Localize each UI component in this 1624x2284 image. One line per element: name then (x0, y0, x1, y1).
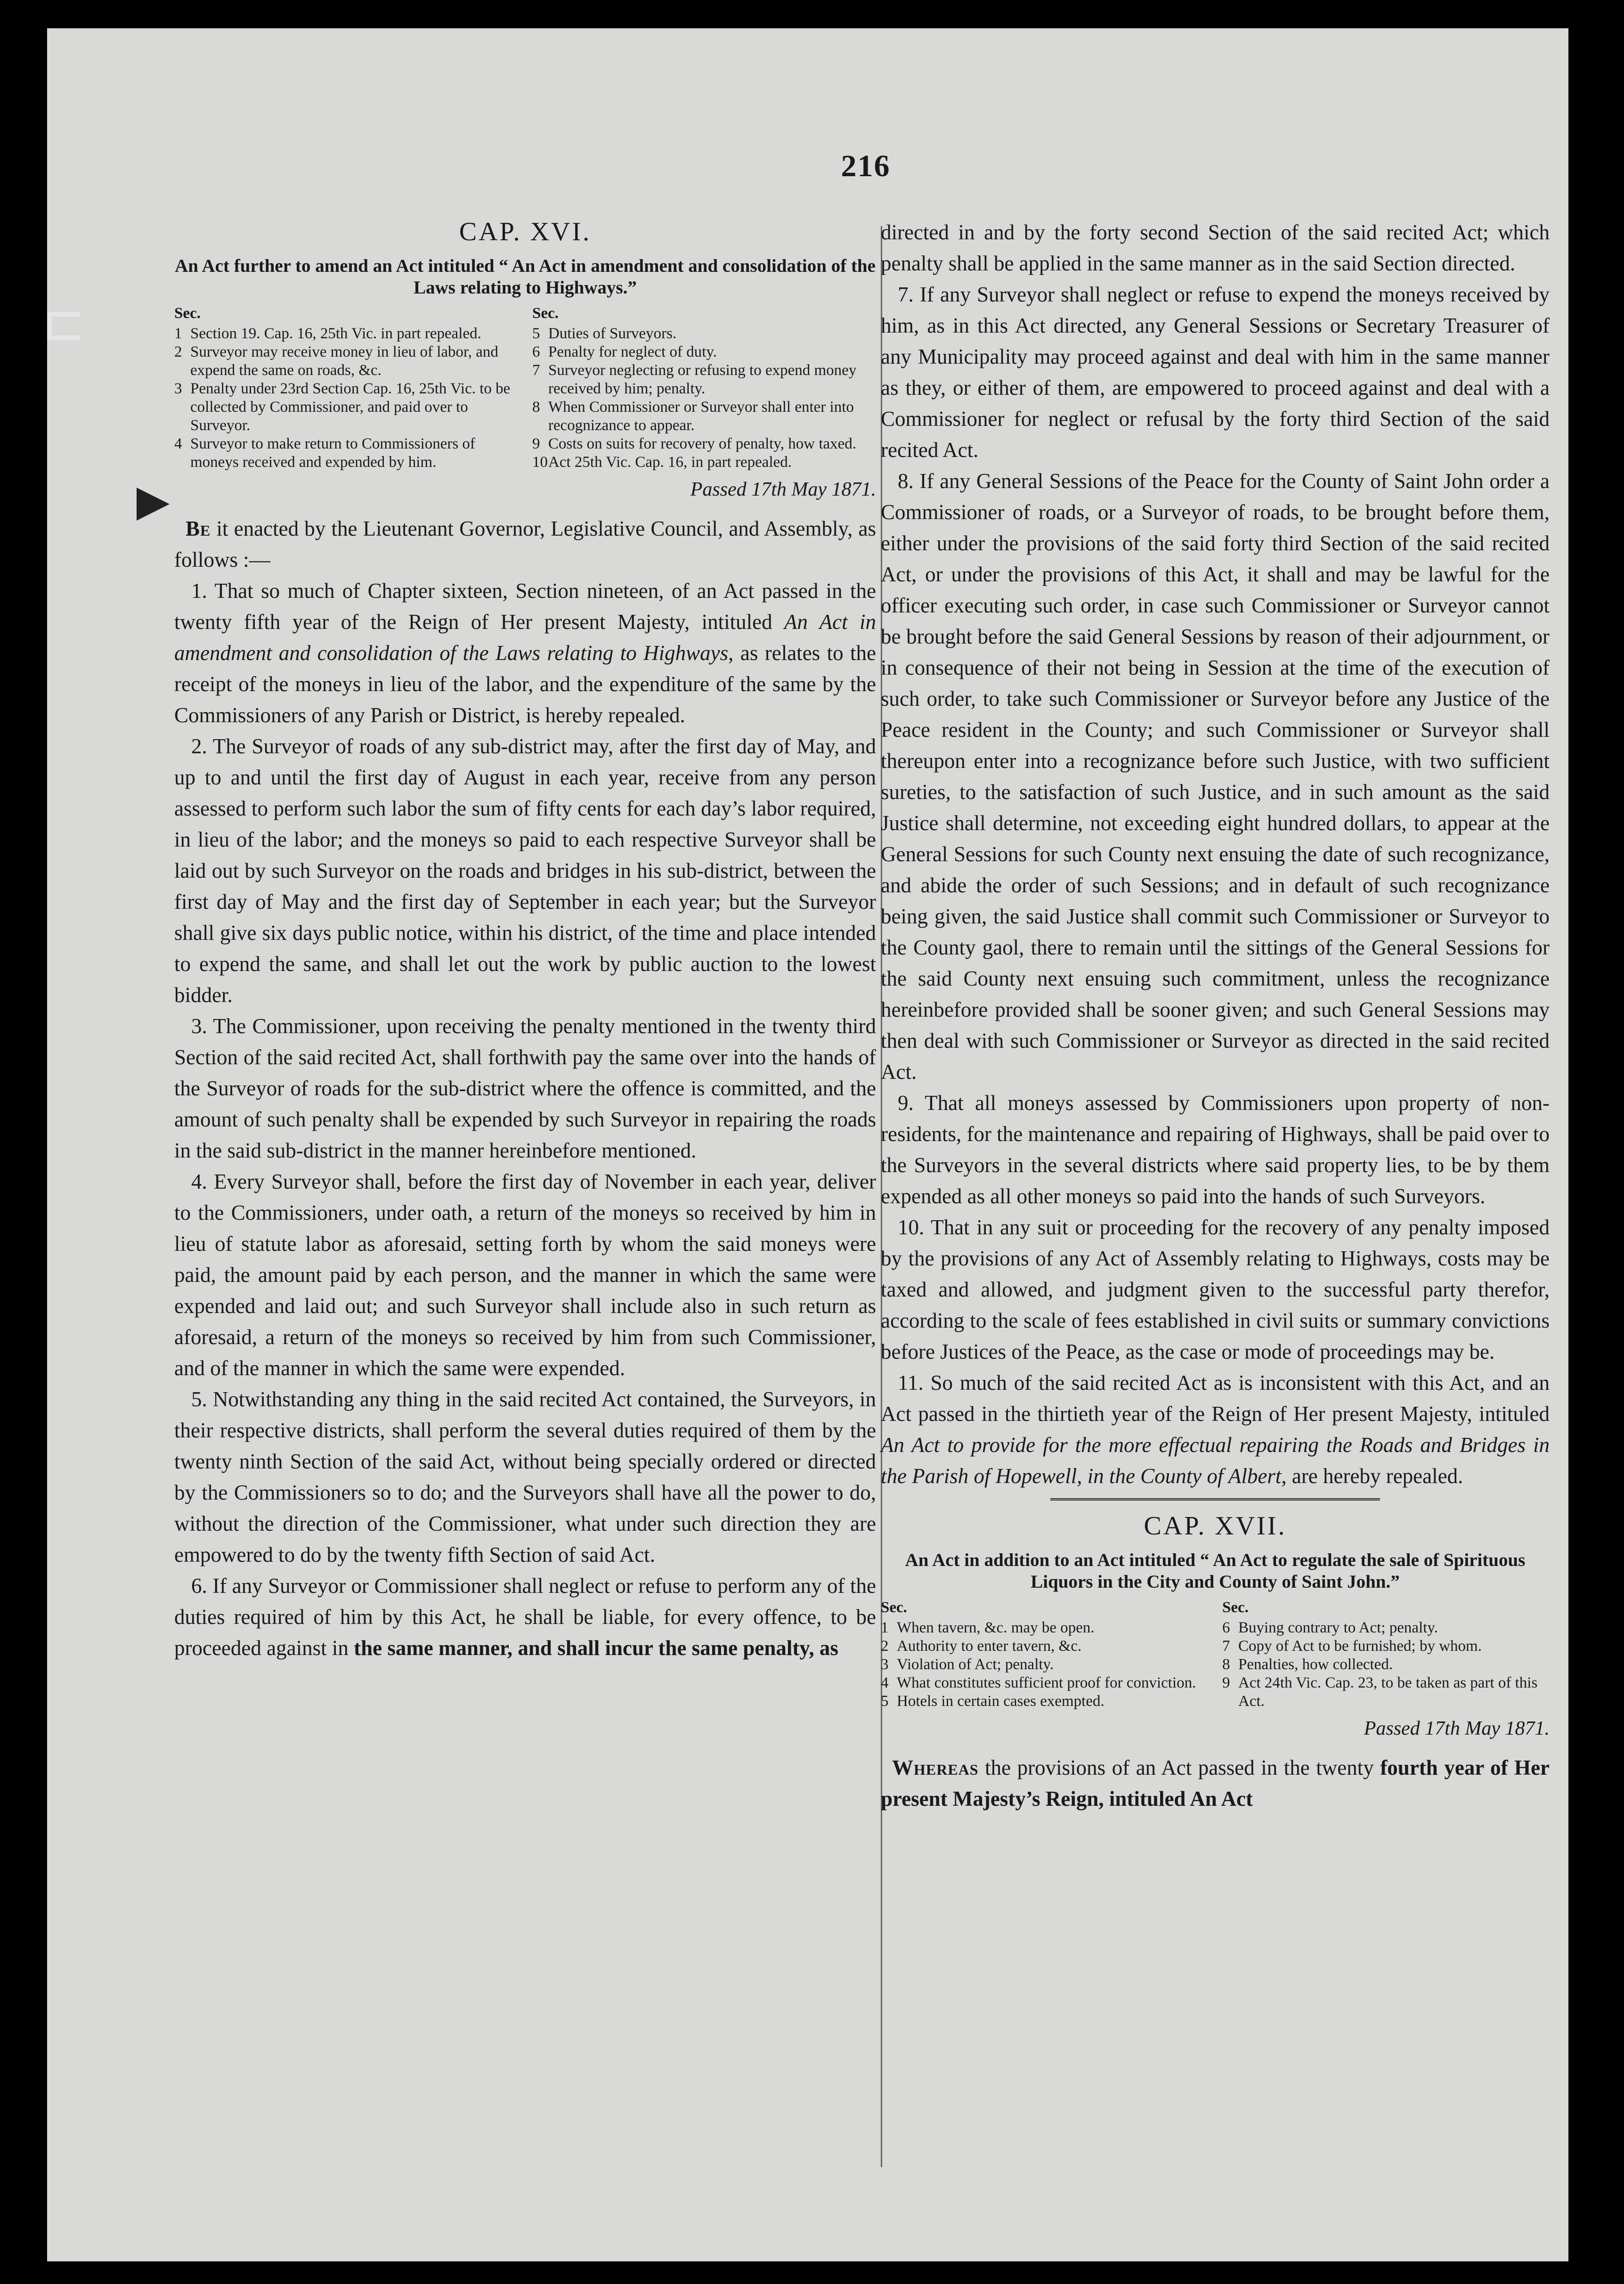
section-1-text-end: , as relates to the receipt of the moneys in lieu of the labor, and the expenditure of the same by the Commissioners of any Parish or District, is hereby repealed. (174, 641, 876, 727)
toc-num: 3 (881, 1656, 889, 1673)
toc-num: 4 (174, 435, 182, 452)
section-11-cited-act: An Act to provide for the more effectual repairing the Roads and Bridges in the Parish of Hopewell, in the County of Albert (881, 1433, 1550, 1488)
section-11-text: 11. So much of the said recited Act as is inconsistent with this Act, and an Act passed in the thirtieth year of the Reign of Her present Majesty, intituled (881, 1371, 1550, 1426)
toc-heading: Sec. (174, 305, 201, 322)
section-1 (174, 575, 876, 731)
toc-item (1222, 1656, 1550, 1674)
toc-item (881, 1692, 1208, 1711)
section-10: 10. That in any suit or proceeding for the recovery of any penalty imposed by the provisions of any Act of Assembly relating to Highways, costs may be taxed and allowed, and judgment given to the successful party therefor, according to the scale of fees established in civil suits or summary convictions before Justices of the Peace, as the case or mode of proceedings may be. (881, 1215, 1550, 1363)
toc-item (1222, 1637, 1550, 1656)
cap17-index-left (881, 1599, 1208, 1711)
toc-text: Surveyor to make return to Commissioners of moneys received and expended by him. (190, 435, 475, 471)
margin-pointer-icon (137, 488, 170, 521)
preamble-lead: Whereas (892, 1756, 979, 1779)
section-9: 9. That all moneys assessed by Commissioners upon property of non-residents, for the maintenance and repairing of Highways, shall be paid over to the Surveyors in the several districts where said property lies, to be by them expended as all other moneys so paid into the hands of such Surveyors. (881, 1091, 1550, 1208)
section-6-continued: directed in and by the forty second Section of the said recited Act; which penalty shall be applied in the same manner as in the said Section directed. (881, 220, 1550, 275)
toc-num: 1 (881, 1619, 889, 1636)
toc-text: Surveyor neglecting or refusing to expend money received by him; penalty. (548, 362, 857, 397)
toc-item (881, 1656, 1208, 1674)
section-4: 4. Every Surveyor shall, before the first day of November in each year, deliver to the Commissioners, under oath, a return of the moneys so received by him in lieu of statute labor as aforesaid, setting forth by whom the said moneys were paid, the amount paid by each person, and the manner in which the same were expended and laid out; and such Surveyor shall include also in such return as aforesaid, a return of the moneys so received by him from such Commissioner, and of the manner in which the same were expended. (174, 1170, 876, 1380)
enacting-clause (174, 513, 876, 575)
toc-num: 4 (881, 1674, 889, 1691)
toc-num: 9 (1222, 1674, 1230, 1691)
toc-item (881, 1619, 1208, 1637)
toc-item (881, 1674, 1208, 1692)
section-6 (174, 1570, 876, 1664)
toc-item (532, 453, 876, 472)
toc-item (174, 325, 518, 343)
cap16-passed-date: Passed 17th May 1871. (690, 479, 876, 500)
chapter-separator-rule (1050, 1498, 1380, 1501)
toc-text: When tavern, &c. may be open. (897, 1619, 1095, 1636)
section-11-text-end: , are hereby repealed. (1281, 1464, 1463, 1488)
toc-num: 7 (1222, 1638, 1230, 1655)
toc-text: Penalty for neglect of duty. (548, 343, 717, 360)
toc-item (881, 1637, 1208, 1656)
document-page (47, 28, 1568, 2261)
section-7: 7. If any Surveyor shall neglect or refuse to expend the moneys received by him, as in this Act directed, any General Sessions or Secretary Treasurer of any Municipality may proceed against and deal with him in the same manner as they, or either of them, are empowered to proceed against and deal with a Commissioner for neglect or refusal by the forty third Section of the said recited Act. (881, 283, 1550, 462)
cap16-act-title: An Act further to amend an Act intituled “ An Act in amendment and consolidation of the Laws relating to Highways.” (175, 256, 876, 298)
toc-num: 5 (532, 325, 540, 342)
toc-num: 2 (881, 1638, 889, 1655)
cap16-body-left (174, 513, 876, 1664)
toc-num: 1 (174, 325, 182, 342)
toc-num: 3 (174, 380, 182, 397)
toc-text: When Commissioner or Surveyor shall enter into recognizance to appear. (548, 399, 854, 434)
cap17-act-title: An Act in addition to an Act intituled “ An Act to regulate the sale of Spirituous Liquors in the City and County of Saint John.” (905, 1550, 1526, 1592)
enacting-text: it enacted by the Lieutenant Governor, Legislative Council, and Assembly, as follows :— (174, 517, 876, 571)
left-column (174, 217, 876, 1664)
toc-num: 2 (174, 343, 182, 360)
cap16-body-right (881, 217, 1550, 1492)
toc-text: Copy of Act to be furnished; by whom. (1238, 1638, 1482, 1655)
section-3: 3. The Commissioner, upon receiving the penalty mentioned in the twenty third Section of the said recited Act, shall forthwith pay the same over into the hands of the Surveyor of roads for the sub-district where the offence is committed, and the amount of such penalty shall be expended by such Surveyor in repairing the roads in the said sub-district in the manner hereinbefore mentioned. (174, 1014, 876, 1162)
toc-item (174, 435, 518, 472)
cap16-index-right (532, 304, 876, 472)
cap16-title: CAP. XVI. (459, 217, 592, 246)
cap16-index-left (174, 304, 518, 472)
toc-text: Costs on suits for recovery of penalty, how taxed. (548, 435, 857, 452)
toc-item (174, 380, 518, 435)
toc-item (532, 325, 876, 343)
toc-text: Duties of Surveyors. (548, 325, 677, 342)
toc-text: What constitutes sufficient proof for conviction. (897, 1674, 1196, 1691)
toc-num: 8 (1222, 1656, 1230, 1673)
toc-item (532, 435, 876, 453)
section-5: 5. Notwithstanding any thing in the said recited Act contained, the Surveyors, in their respective districts, shall perform the several duties required of them by the twenty ninth Section of the said Act, without being specially ordered or directed by the Commissioners so to do; and the Surveyors shall have all the power to do, without the direction of the Commissioner, what under such direction they are empowered to do by the twenty fifth Section of said Act. (174, 1387, 876, 1566)
cap17-passed-date: Passed 17th May 1871. (1364, 1718, 1550, 1739)
section-1-cited-act: An Act in amendment and consolidation of the Laws relating to Highways (174, 610, 877, 665)
toc-text: Authority to enter tavern, &c. (897, 1638, 1082, 1655)
toc-text: Buying contrary to Act; penalty. (1238, 1619, 1438, 1636)
toc-item (532, 343, 876, 361)
toc-text: Hotels in certain cases exempted. (897, 1693, 1104, 1710)
toc-num: 7 (532, 362, 540, 379)
section-1-text: 1. That so much of Chapter sixteen, Section nineteen, of an Act passed in the twenty fifth year of the Reign of Her present Majesty, intituled (174, 579, 876, 634)
toc-num: 8 (532, 399, 540, 416)
scan-edge-mark (47, 312, 80, 340)
right-column (881, 217, 1550, 1814)
toc-text: Act 25th Vic. Cap. 16, in part repealed. (548, 454, 792, 471)
preamble-text-bold: fourth year of Her present Majesty’s Reign, intituled An Act (881, 1756, 1550, 1811)
cap17-index-right (1222, 1599, 1550, 1711)
cap16-section-index (174, 304, 876, 472)
toc-text: Act 24th Vic. Cap. 23, to be taken as part of this Act. (1238, 1674, 1538, 1710)
toc-text: Penalty under 23rd Section Cap. 16, 25th Vic. to be collected by Commissioner, and paid over to Surveyor. (190, 380, 511, 434)
toc-item (532, 361, 876, 398)
preamble (881, 1752, 1550, 1814)
toc-heading: Sec. (881, 1599, 907, 1616)
toc-heading: Sec. (1222, 1599, 1249, 1616)
toc-item (1222, 1619, 1550, 1637)
page-number: 216 (841, 149, 891, 183)
section-2: 2. The Surveyor of roads of any sub-district may, after the first day of May, and up to and until the first day of August in each year, receive from any person assessed to perform such labor the sum of fifty cents for each day’s labor required, in lieu of the labor; and the moneys so paid to each respective Surveyor shall be laid out by such Surveyor on the roads and bridges in his sub-district, between the first day of May and the first day of September in each year; but the Surveyor shall give six days public notice, within his district, of the time and place intended to expend the same, and shall let out the work by public auction to the lowest bidder. (174, 734, 876, 1007)
toc-num: 6 (532, 343, 540, 360)
section-8: 8. If any General Sessions of the Peace for the County of Saint John order a Commissioner of roads, or a Surveyor of roads, to be brought before them, either under the provisions of the said forty third Section of the said recited Act, or under the provisions of this Act, it shall and may be lawful for the officer executing such order, in case such Commissioner or Surveyor cannot be brought before the said General Sessions by reason of their adjournment, or in consequence of their not being in Session at the time of the execution of such order, to take such Commissioner or Surveyor before any Justice of the Peace resident in the County; and such Commissioner or Surveyor shall thereupon enter into a recognizance before such Justice, with two sufficient sureties, to the satisfaction of such Justice, and in such amount as the said Justice shall determine, not exceeding eight hundred dollars, to appear at the General Sessions for such County next ensuing the date of such recognizance, and abide the order of such Sessions; and in default of such recognizance being given, the said Justice shall commit such Commissioner or Surveyor to the County gaol, there to remain until the sittings of the General Sessions for the said County next ensuing such commitment, unless the recognizance hereinbefore provided shall be sooner given; and such General Sessions may then deal with such Commissioner or Surveyor as directed in the said recited Act. (881, 469, 1550, 1084)
section-11 (881, 1367, 1550, 1492)
toc-item (174, 343, 518, 380)
cap17-section-index (881, 1599, 1550, 1711)
toc-num: 9 (532, 435, 540, 452)
cap17-title: CAP. XVII. (1144, 1511, 1287, 1541)
toc-num: 6 (1222, 1619, 1230, 1636)
preamble-text: the provisions of an Act passed in the twenty (978, 1756, 1380, 1779)
toc-num: 10 (532, 454, 548, 471)
cap17-body (881, 1752, 1550, 1814)
toc-num: 5 (881, 1693, 889, 1710)
toc-text: Surveyor may receive money in lieu of labor, and expend the same on roads, &c. (190, 343, 498, 379)
toc-item (1222, 1674, 1550, 1711)
section-6-text-bold: the same manner, and shall incur the same penalty, as (354, 1636, 838, 1660)
enacting-lead: Be (186, 517, 211, 540)
toc-heading: Sec. (532, 305, 559, 322)
toc-text: Penalties, how collected. (1238, 1656, 1393, 1673)
toc-item (532, 398, 876, 435)
toc-text: Violation of Act; penalty. (897, 1656, 1054, 1673)
section-6-text: 6. If any Surveyor or Commissioner shall neglect or refuse to perform any of the duties required of him by this Act, he shall be liable, for every offence, to be proceeded against in (174, 1574, 876, 1660)
toc-text: Section 19. Cap. 16, 25th Vic. in part repealed. (190, 325, 481, 342)
